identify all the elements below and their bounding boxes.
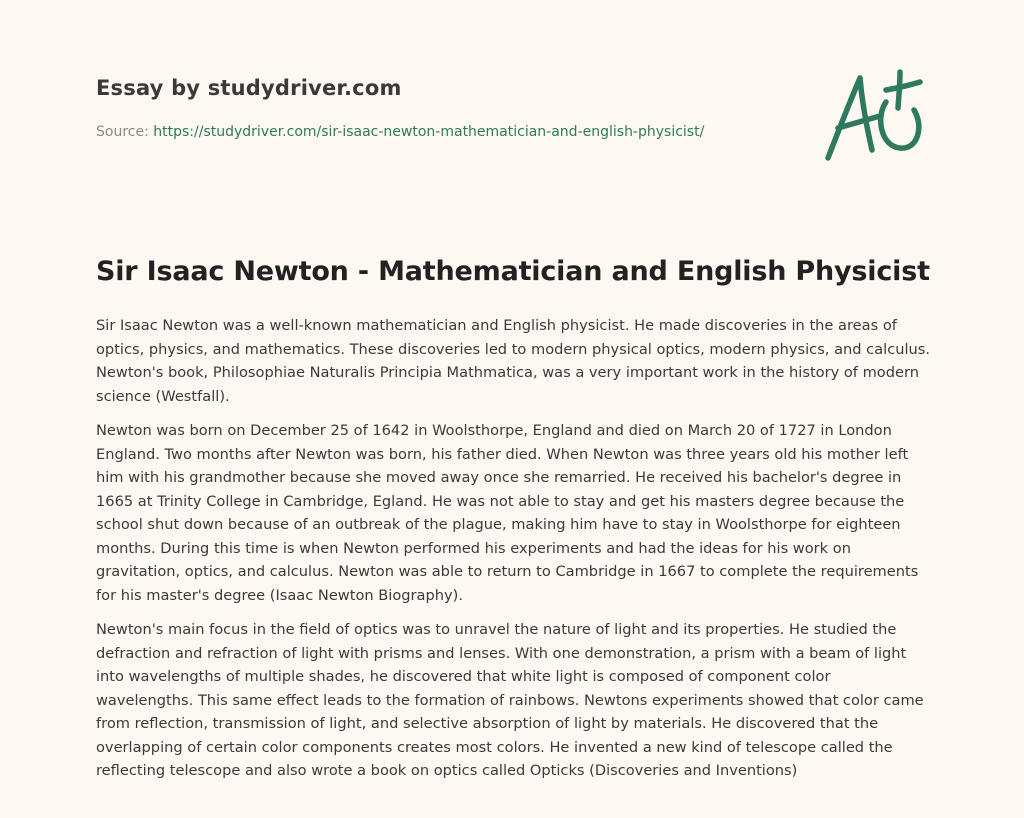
a-plus-grade-icon (822, 68, 926, 166)
paragraph: Sir Isaac Newton was a well-known mathematician and English physicist. He made discoveries in the areas of optics, physics, and mathematics. These discoveries led to modern physical optics, modern physics, and calculus. Newton's book, Philosophiae Naturalis Principia Mathmatica, was a very important work in the history of modern science (Westfall). (96, 317, 931, 405)
source-link[interactable]: https://studydriver.com/sir-isaac-newton-mathematician-and-english-physicist/ (153, 124, 705, 140)
paragraph: Newton was born on December 25 of 1642 in Woolsthorpe, England and died on March 20 of 1727 in London England. Two months after Newton was born, his father died. When Newton was three years old his mother left him with his grandmother because she moved away once she remarried. He received his bachelor's degree in 1665 at Trinity College in Cambridge, Egland. He was not able to stay and get his masters degree because the school shut down because of an outbreak of the plague, making him have to stay in Woolsthorpe for eighteen months. During this time is when Newton performed his experiments and had the ideas for his work on gravitation, optics, and calculus. Newton was able to return to Cambridge in 1667 to complete the requirements for his master's degree (Isaac Newton Biography). (96, 422, 919, 604)
paragraph: Newton's main focus in the field of optics was to unravel the nature of light and its properties. He studied the defraction and refraction of light with prisms and lenses. With one demonstration, a prism with a beam of light into wavelengths of multiple shades, he discovered that white light is composed of component color wavelengths. This same effect leads to the formation of rainbows. Newtons experiments showed that color came from reflection, transmission of light, and selective absorption of light by materials. He discovered that the overlapping of certain color components creates most colors. He invented a new kind of telescope called the reflecting telescope and also wrote a book on optics called Opticks (Discoveries and Inventions) (96, 621, 924, 779)
essay-title: Sir Isaac Newton - Mathematician and English Physicist (96, 256, 930, 287)
source-line (96, 124, 704, 140)
essay-body (96, 314, 932, 794)
site-title: Essay by studydriver.com (96, 76, 402, 100)
source-label: Source: (96, 124, 154, 140)
